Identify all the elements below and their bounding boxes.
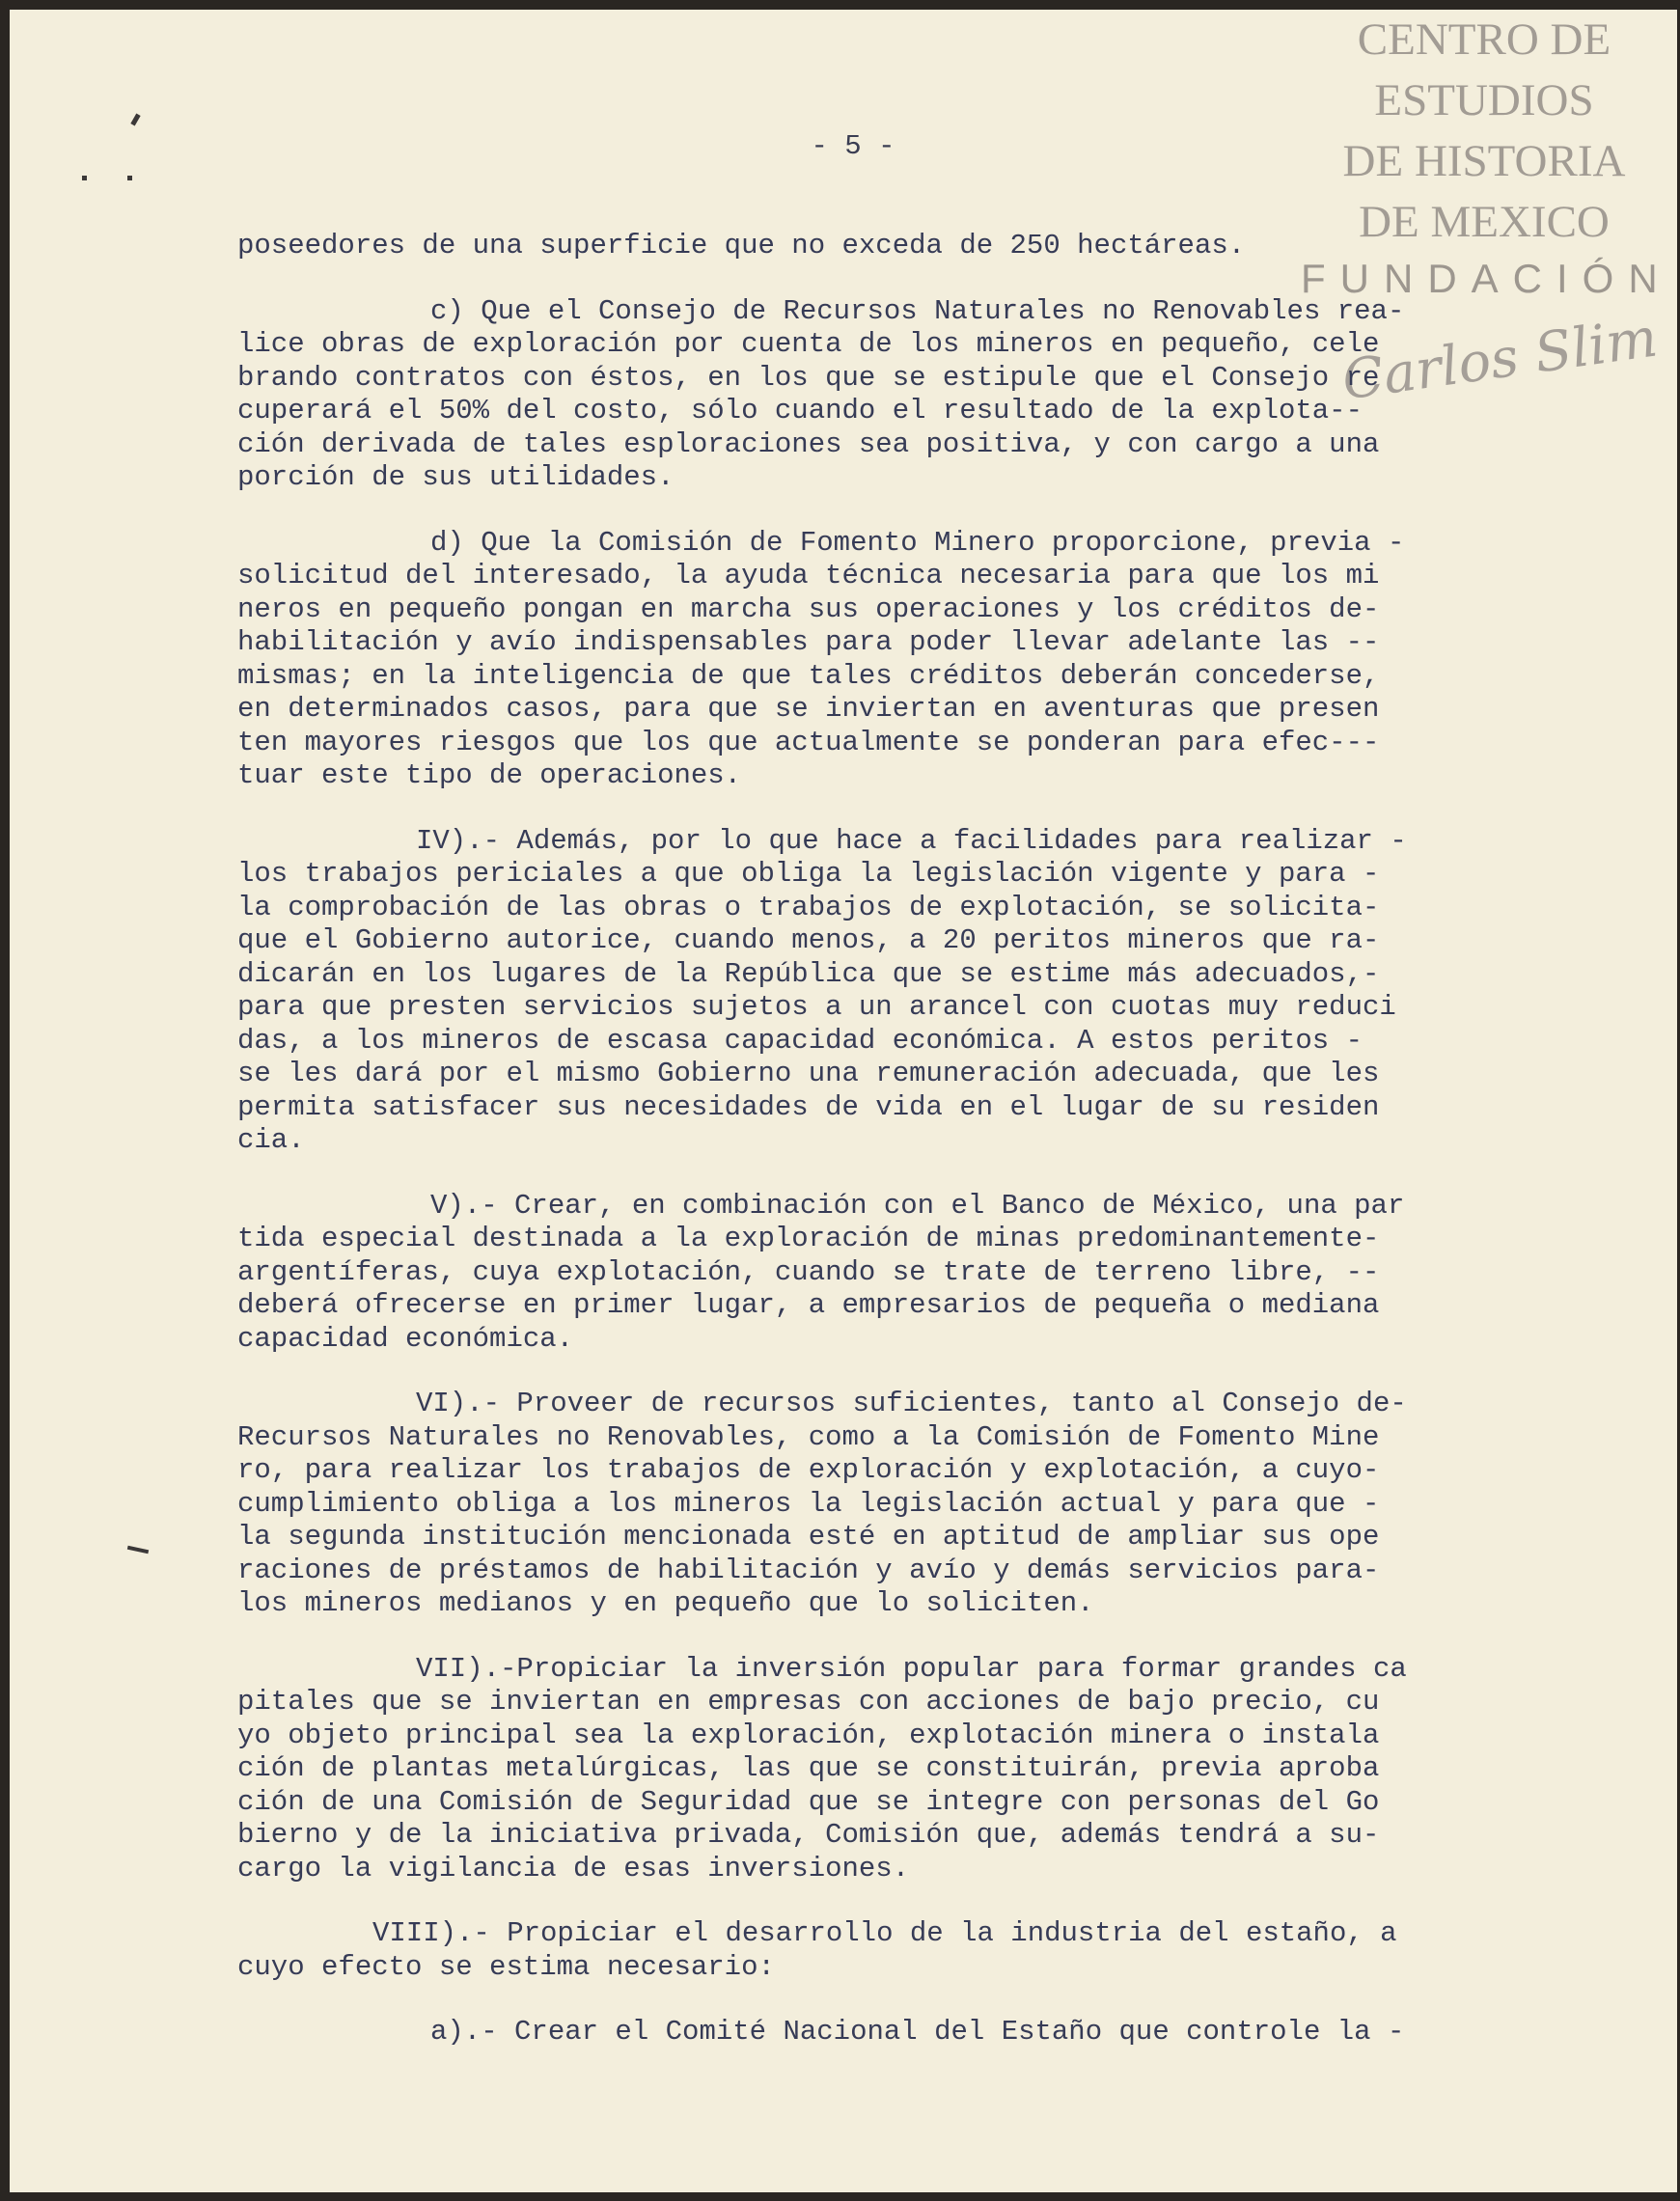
paragraph-line: IV).- Además, por lo que hace a facilidades para realizar - [416,824,1407,857]
paragraph-line: solicitud del interesado, la ayuda técnica necesaria para que los mi [237,560,1380,592]
paragraph-line: tida especial destinada a la exploración de minas predominantemente- [237,1223,1380,1254]
paragraph-line: das, a los mineros de escasa capacidad económica. A estos peritos - [237,1024,1363,1057]
paragraph-line: VI).- Proveer de recursos suficientes, tanto al Consejo de- [416,1388,1407,1419]
paragraph-line: permita satisfacer sus necesidades de vida en el lugar de su residen [237,1090,1380,1123]
paragraph-line: porción de sus utilidades. [237,461,675,493]
paragraph-line: cuperará el 50% del costo, sólo cuando el resultado de la explota-- [237,395,1363,426]
paragraph [237,1388,1608,1621]
paragraph [237,825,1608,1158]
paragraph-line: la comprobación de las obras o trabajos de explotación, se solicita- [237,891,1380,923]
paragraph-line: brando contratos con éstos, en los que se estipule que el Consejo re [237,361,1380,394]
paragraph [237,527,1608,793]
paragraph-line: cia. [237,1124,305,1156]
paragraph-line: dicarán en los lugares de la República que se estime más adecuados,- [237,957,1380,990]
paragraph-line: pitales que se inviertan en empresas con acciones de bajo precio, cu [237,1686,1380,1718]
paragraph [237,1190,1608,1357]
paragraph-line: poseedores de una superficie que no exceda de 250 hectáreas. [237,230,1246,261]
paragraph-line: lice obras de exploración por cuenta de los mineros en pequeño, cele [237,328,1380,360]
paragraph-line: habilitación y avío indispensables para poder llevar adelante las -- [237,626,1380,658]
paragraph-line: los trabajos periciales a que obliga la legislación vigente y para - [237,858,1380,890]
watermark-line: DE MEXICO [1359,197,1610,247]
paragraph-line: los mineros medianos y en pequeño que lo soliciten. [237,1587,1094,1619]
watermark-signature: Carlos Slim [1337,306,1661,413]
document-page [10,10,1677,2192]
watermark-foundation: FUNDACIÓN [1301,256,1672,301]
paragraph-line: que el Gobierno autorice, cuando menos, a 20 peritos mineros que ra- [237,924,1380,956]
paragraph-line: VIII).- Propiciar el desarrollo de la industria del estaño, a [372,1917,1397,1949]
margin-speck [82,176,87,180]
paragraph-line: la segunda institución mencionada esté en aptitud de ampliar sus ope [237,1521,1380,1553]
paragraph-line: cuyo efecto se estima necesario: [237,1950,775,1983]
paragraph-line: para que presten servicios sujetos a un arancel con cuotas muy reduci [237,991,1396,1023]
paragraph-line: ción derivada de tales esploraciones sea positiva, y con cargo a una [237,427,1380,460]
paragraph-line: en determinados casos, para que se inviertan en aventuras que presen [237,693,1380,725]
paragraph-line: deberá ofrecerse en primer lugar, a empresarios de pequeña o mediana [237,1289,1380,1321]
paragraph-line: ro, para realizar los trabajos de exploración y explotación, a cuyo- [237,1454,1380,1486]
document-body [237,230,1608,2081]
paragraph-line: d) Que la Comisión de Fomento Minero proporcione, previa - [430,526,1405,559]
paragraph-line: cargo la vigilancia de esas inversiones. [237,1852,910,1885]
paragraph-line: ten mayores riesgos que los que actualmente se ponderan para efec--- [237,726,1380,758]
paragraph-line: cumplimiento obliga a los mineros la legislación actual y para que - [237,1487,1380,1520]
paragraph-line: yo objeto principal sea la exploración, explotación minera o instala [237,1719,1380,1751]
paragraph-line: neros en pequeño pongan en marcha sus operaciones y los créditos de- [237,592,1380,625]
paragraph-line: mismas; en la inteligencia de que tales créditos deberán concederse, [237,659,1380,692]
paragraph [237,2016,1608,2050]
paragraph-line: capacidad económica. [237,1322,574,1355]
watermark-line: CENTRO DE [1357,14,1611,65]
margin-speck [127,176,132,180]
paragraph-line: raciones de préstamos de habilitación y avío y demás servicios para- [237,1554,1380,1586]
watermark-line: DE HISTORIA [1342,136,1626,186]
paragraph-line: ción de plantas metalúrgicas, las que se constituirán, previa aproba [237,1752,1380,1784]
paragraph [237,1653,1608,1886]
paragraph-line: ción de una Comisión de Seguridad que se integre con personas del Go [237,1785,1380,1818]
paragraph-line: VII).-Propiciar la inversión popular para formar grandes ca [416,1652,1407,1685]
paragraph-line: Recursos Naturales no Renovables, como a la Comisión de Fomento Mine [237,1420,1380,1453]
paragraph-line: bierno y de la iniciativa privada, Comisión que, además tendrá a su- [237,1819,1380,1851]
paragraph-line: se les dará por el mismo Gobierno una remuneración adecuada, que les [237,1058,1380,1089]
paragraph [237,295,1608,495]
paragraph [237,230,1608,263]
paragraph-line: a).- Crear el Comité Nacional del Estaño que controle la - [430,2016,1405,2048]
paragraph-line: c) Que el Consejo de Recursos Naturales no Renovables rea- [430,294,1405,327]
paragraph-line: tuar este tipo de operaciones. [237,759,742,791]
margin-speck [130,114,140,126]
margin-speck [127,1546,149,1554]
paragraph-line: argentíferas, cuya explotación, cuando se trate de terreno libre, -- [237,1255,1380,1288]
page-number: - 5 - [811,130,895,162]
watermark-line: ESTUDIOS [1374,75,1594,125]
paragraph-line: V).- Crear, en combinación con el Banco de México, una par [430,1189,1405,1222]
paragraph [237,1917,1608,1984]
